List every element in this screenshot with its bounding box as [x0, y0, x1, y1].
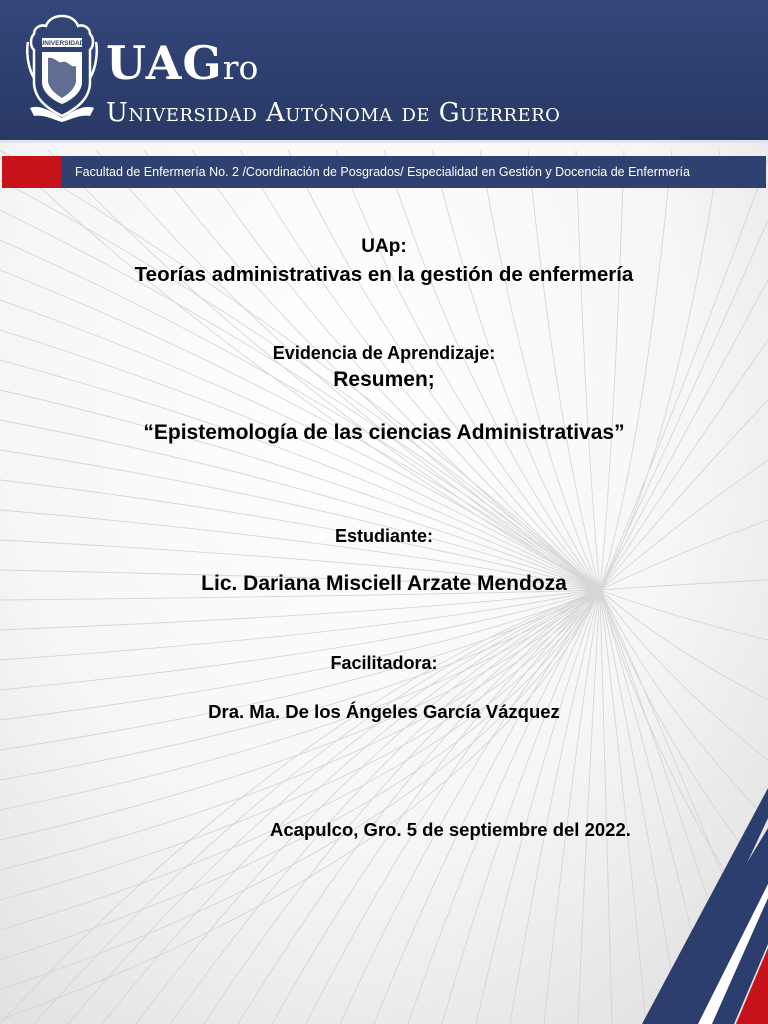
evidence-label: Evidencia de Aprendizaje: — [272, 343, 496, 363]
student-name: Lic. Dariana Misciell Arzate Mendoza — [201, 572, 567, 595]
student-label: Estudiante: — [334, 526, 433, 546]
essay-title: “Epistemología de las ciencias Administrativas” — [143, 421, 625, 444]
faculty-strip-text: Facultad de Enfermería No. 2 /Coordinación de Posgrados/ Especialidad en Gestión y Docencia de Enfermería — [75, 165, 690, 179]
uap-label: UAp: — [361, 236, 407, 257]
university-name: Universidad Autónoma de Guerrero — [106, 98, 561, 128]
date-line: Acapulco, Gro. 5 de septiembre del 2022. — [270, 819, 631, 840]
evidence-type: Resumen; — [333, 368, 435, 391]
logo-letters: UAG — [106, 36, 223, 90]
facilitator-label: Facilitadora: — [330, 653, 438, 673]
logo-suffix: ro — [222, 48, 259, 87]
course-title: Teorías administrativas en la gestión de enfermería — [134, 263, 634, 286]
svg-text:UNIVERSIDAD: UNIVERSIDAD — [39, 40, 85, 47]
facilitator-name: Dra. Ma. De los Ángeles García Vázquez — [208, 701, 560, 722]
